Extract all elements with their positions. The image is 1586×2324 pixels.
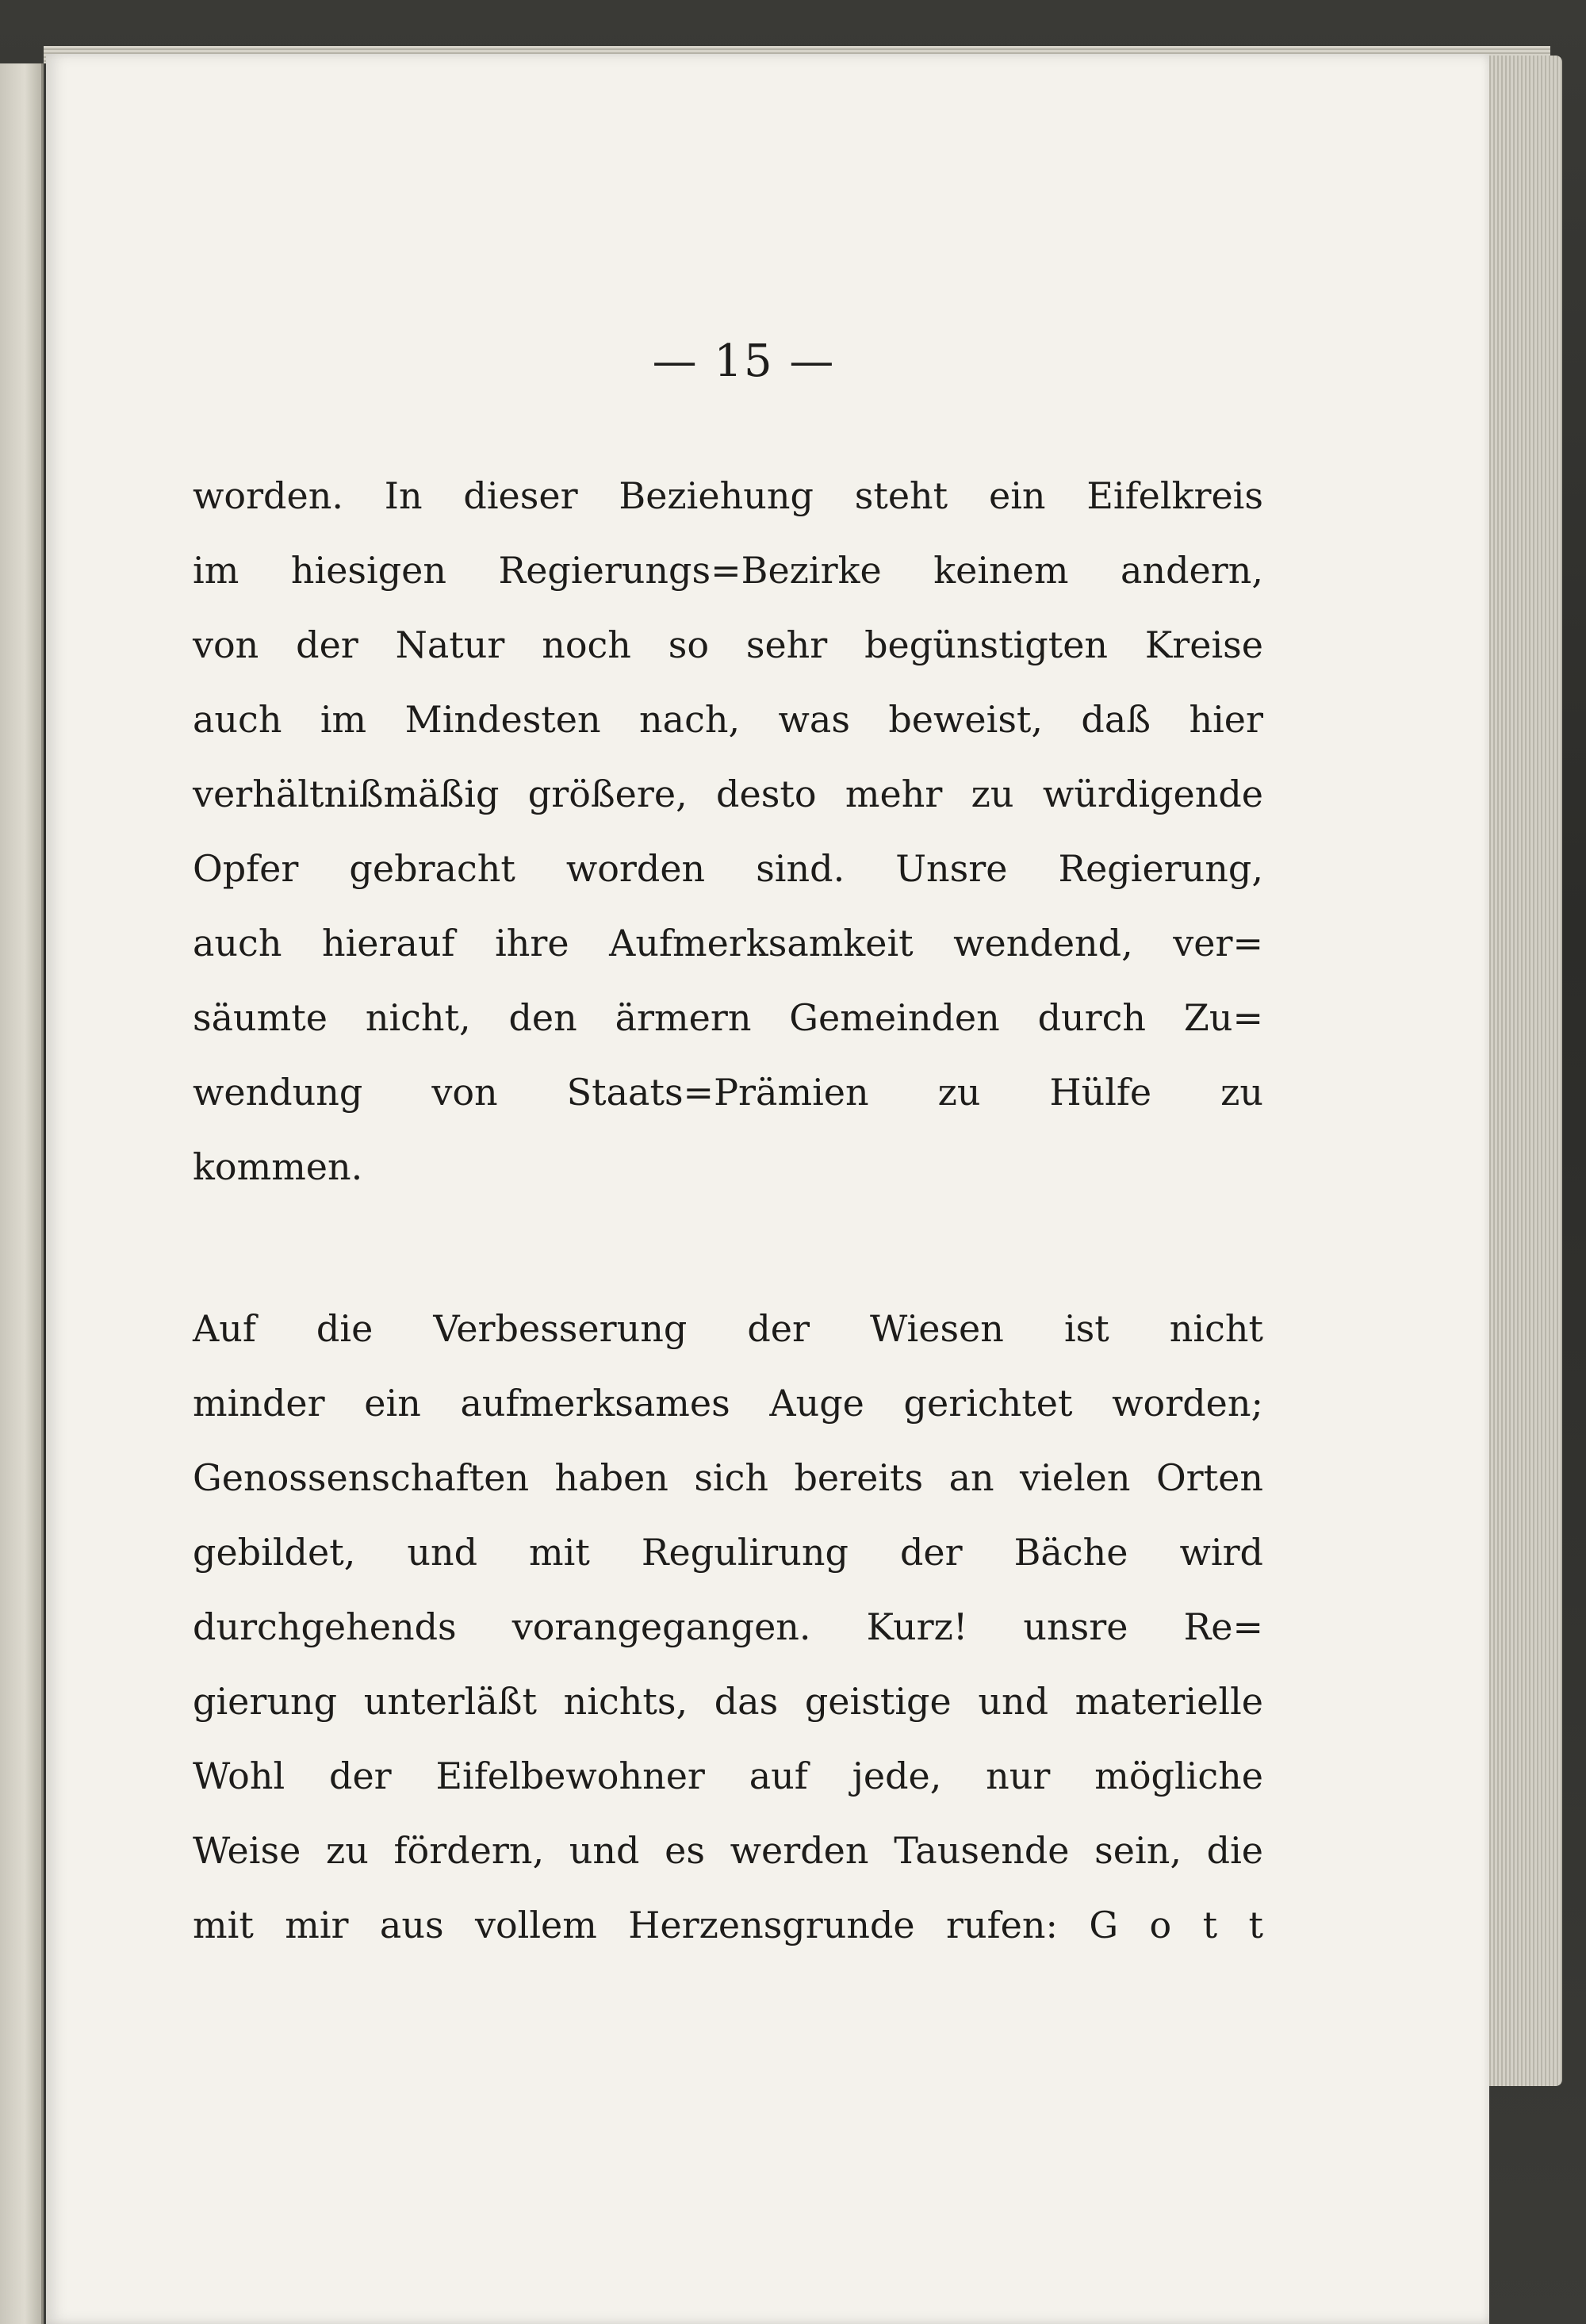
text-line: säumte nicht, den ärmern Gemeinden durch Zu=: [193, 996, 1263, 1039]
text-line: auch im Mindesten nach, was beweist, daß hier: [193, 698, 1263, 741]
text-line: mit mir aus vollem Herzensgrunde rufen: G o t t: [193, 1904, 1263, 1946]
text-line: kommen.: [193, 1145, 363, 1188]
text-line: im hiesigen Regierungs=Bezirke keinem andern,: [193, 549, 1263, 592]
text-line: Genossenschaften haben sich bereits an vielen Orten: [193, 1456, 1263, 1499]
paragraph-2: [193, 1291, 1263, 1962]
text-line: verhältnißmäßig größere, desto mehr zu würdigende: [193, 773, 1263, 815]
book-page: [46, 54, 1489, 2324]
text-line: Auf die Verbesserung der Wiesen ist nicht: [193, 1307, 1263, 1350]
text-line: minder ein aufmerksames Auge gerichtet worden;: [193, 1382, 1263, 1425]
text-line: von der Natur noch so sehr begünstigten Kreise: [193, 623, 1263, 666]
paragraph-spacer: [193, 1204, 1263, 1291]
paragraph-1: [193, 458, 1263, 1204]
page-number: — 15 —: [652, 336, 836, 387]
text-line: durchgehends vorangegangen. Kurz! unsre Re=: [193, 1605, 1263, 1648]
text-line: gierung unterläßt nichts, das geistige und materielle: [193, 1680, 1263, 1723]
text-line: worden. In dieser Beziehung steht ein Eifelkreis: [193, 474, 1263, 517]
page-text: [193, 458, 1263, 1962]
text-line: Opfer gebracht worden sind. Unsre Regierung,: [193, 847, 1263, 890]
text-line: gebildet, und mit Regulirung der Bäche wird: [193, 1531, 1263, 1574]
text-line: Weise zu fördern, und es werden Tausende sein, die: [193, 1829, 1263, 1872]
text-line: Wohl der Eifelbewohner auf jede, nur mögliche: [193, 1755, 1263, 1797]
text-line: wendung von Staats=Prämien zu Hülfe zu: [193, 1071, 1263, 1114]
text-line: auch hierauf ihre Aufmerksamkeit wendend, ver=: [193, 922, 1263, 964]
facing-page-edge: [0, 63, 44, 2324]
